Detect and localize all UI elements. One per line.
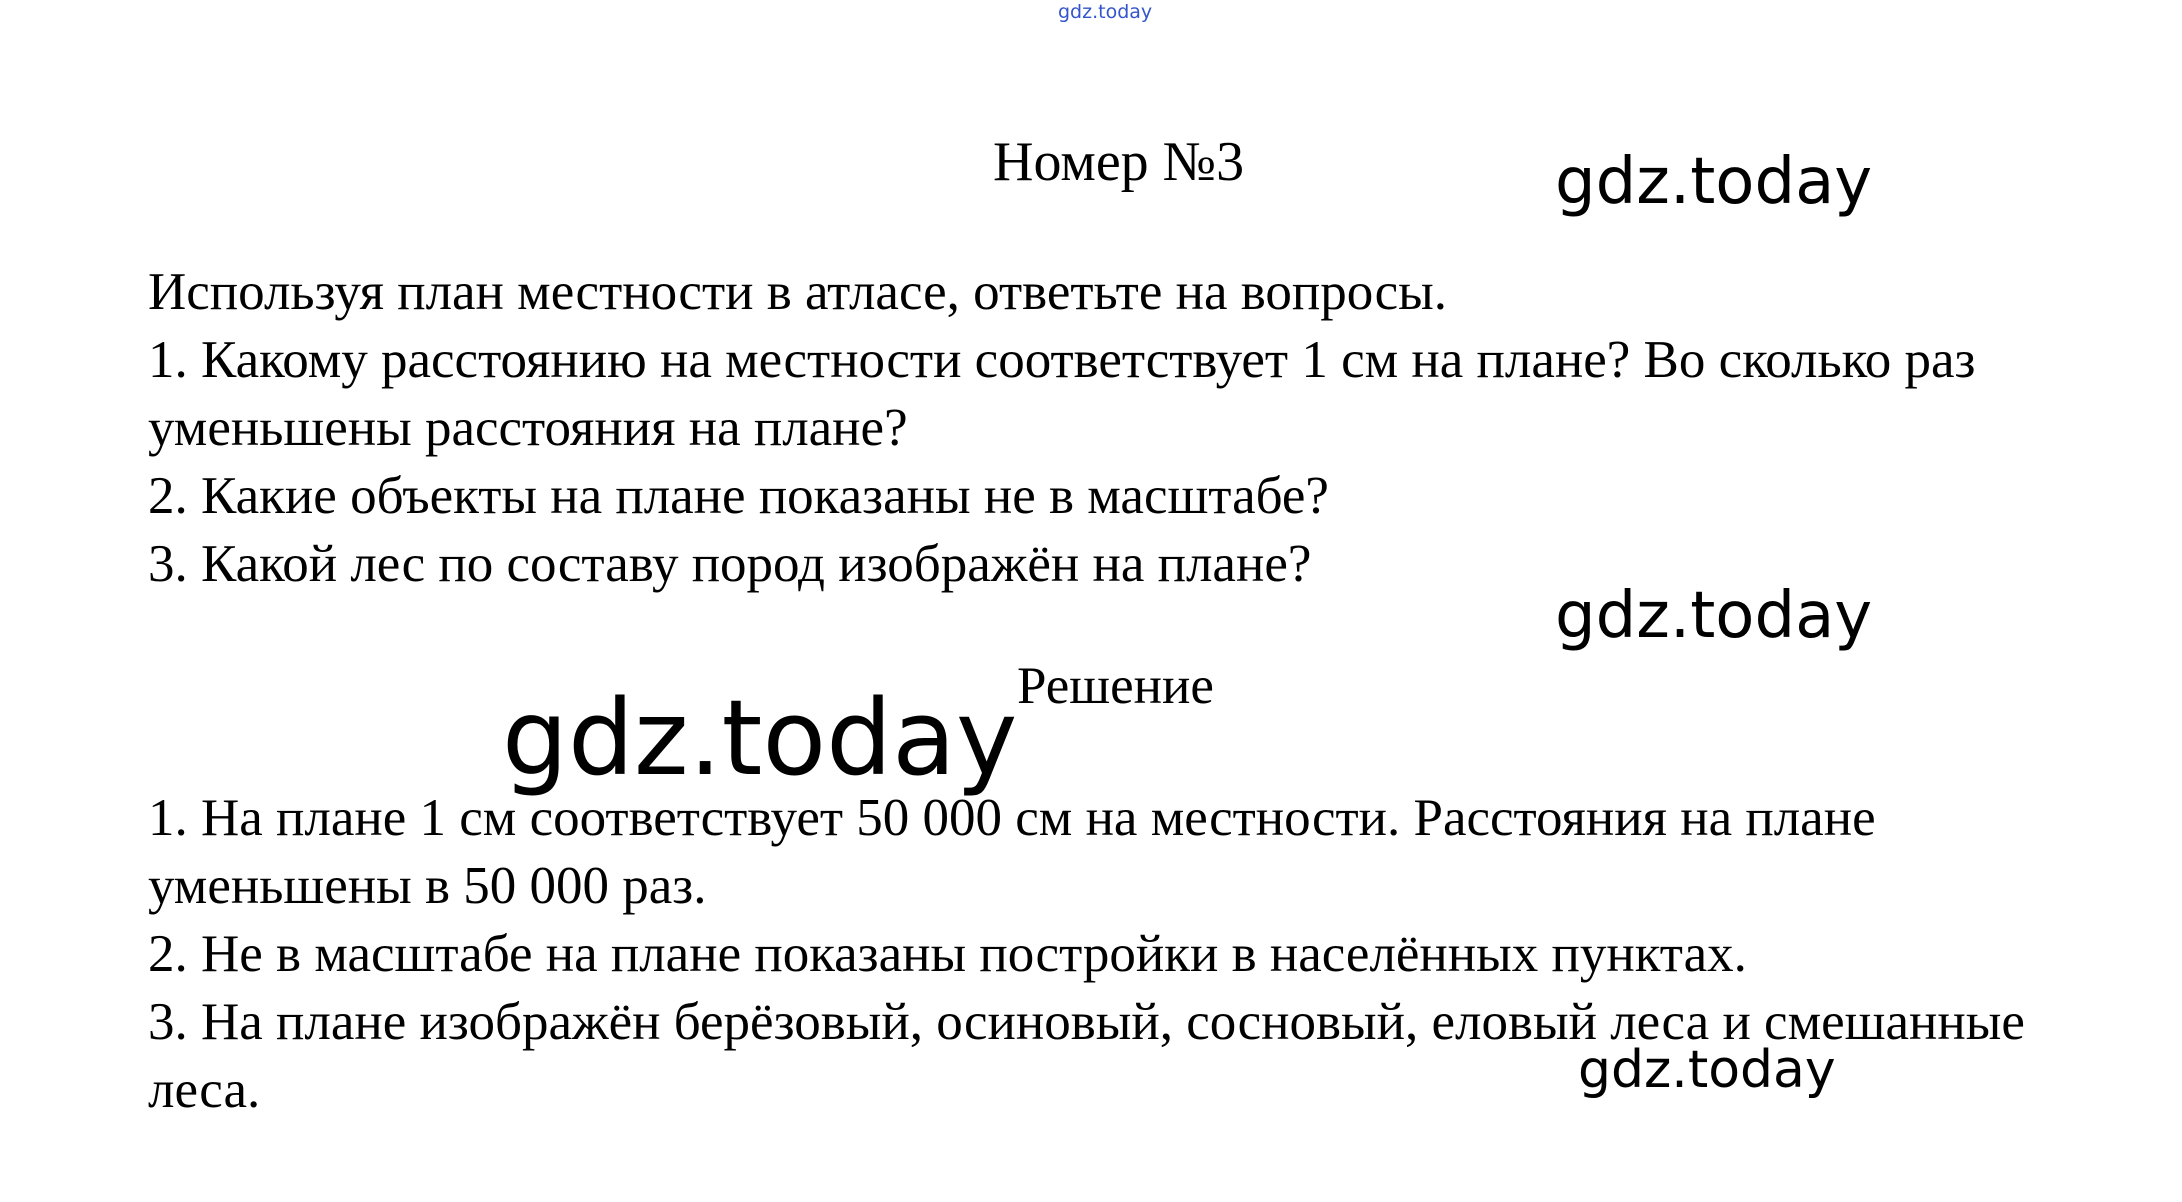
answer-block bbox=[148, 784, 2138, 1124]
watermark-logo: gdz.today bbox=[1555, 145, 1873, 219]
question-block bbox=[148, 258, 2138, 598]
watermark-logo: gdz.today bbox=[1555, 579, 1873, 653]
answer-item: 2. Не в масштабе на плане показаны постройки в населённых пунктах. bbox=[148, 925, 1747, 983]
question-item: 2. Какие объекты на плане показаны не в масштабе? bbox=[148, 467, 1329, 525]
watermark-logo: gdz.today bbox=[502, 677, 1018, 799]
watermark-logo: gdz.today bbox=[1578, 1040, 1836, 1100]
answer-item: 3. На плане изображён берёзовый, осиновый, сосновый, еловый леса и смешанные леса. bbox=[148, 993, 2025, 1119]
page-title: Номер №3 bbox=[993, 131, 1245, 193]
question-item: 1. Какому расстоянию на местности соответствует 1 см на плане? Во сколько раз уменьшены расстояния на плане? bbox=[148, 331, 1976, 457]
question-item: 3. Какой лес по составу пород изображён на плане? bbox=[148, 535, 1312, 593]
solution-heading: Решение bbox=[1017, 657, 1214, 715]
top-watermark: gdz.today bbox=[1058, 1, 1153, 23]
question-intro: Используя план местности в атласе, ответьте на вопросы. bbox=[148, 263, 1447, 321]
answer-item: 1. На плане 1 см соответствует 50 000 см на местности. Расстояния на плане уменьшены в 50 000 раз. bbox=[148, 789, 1876, 915]
